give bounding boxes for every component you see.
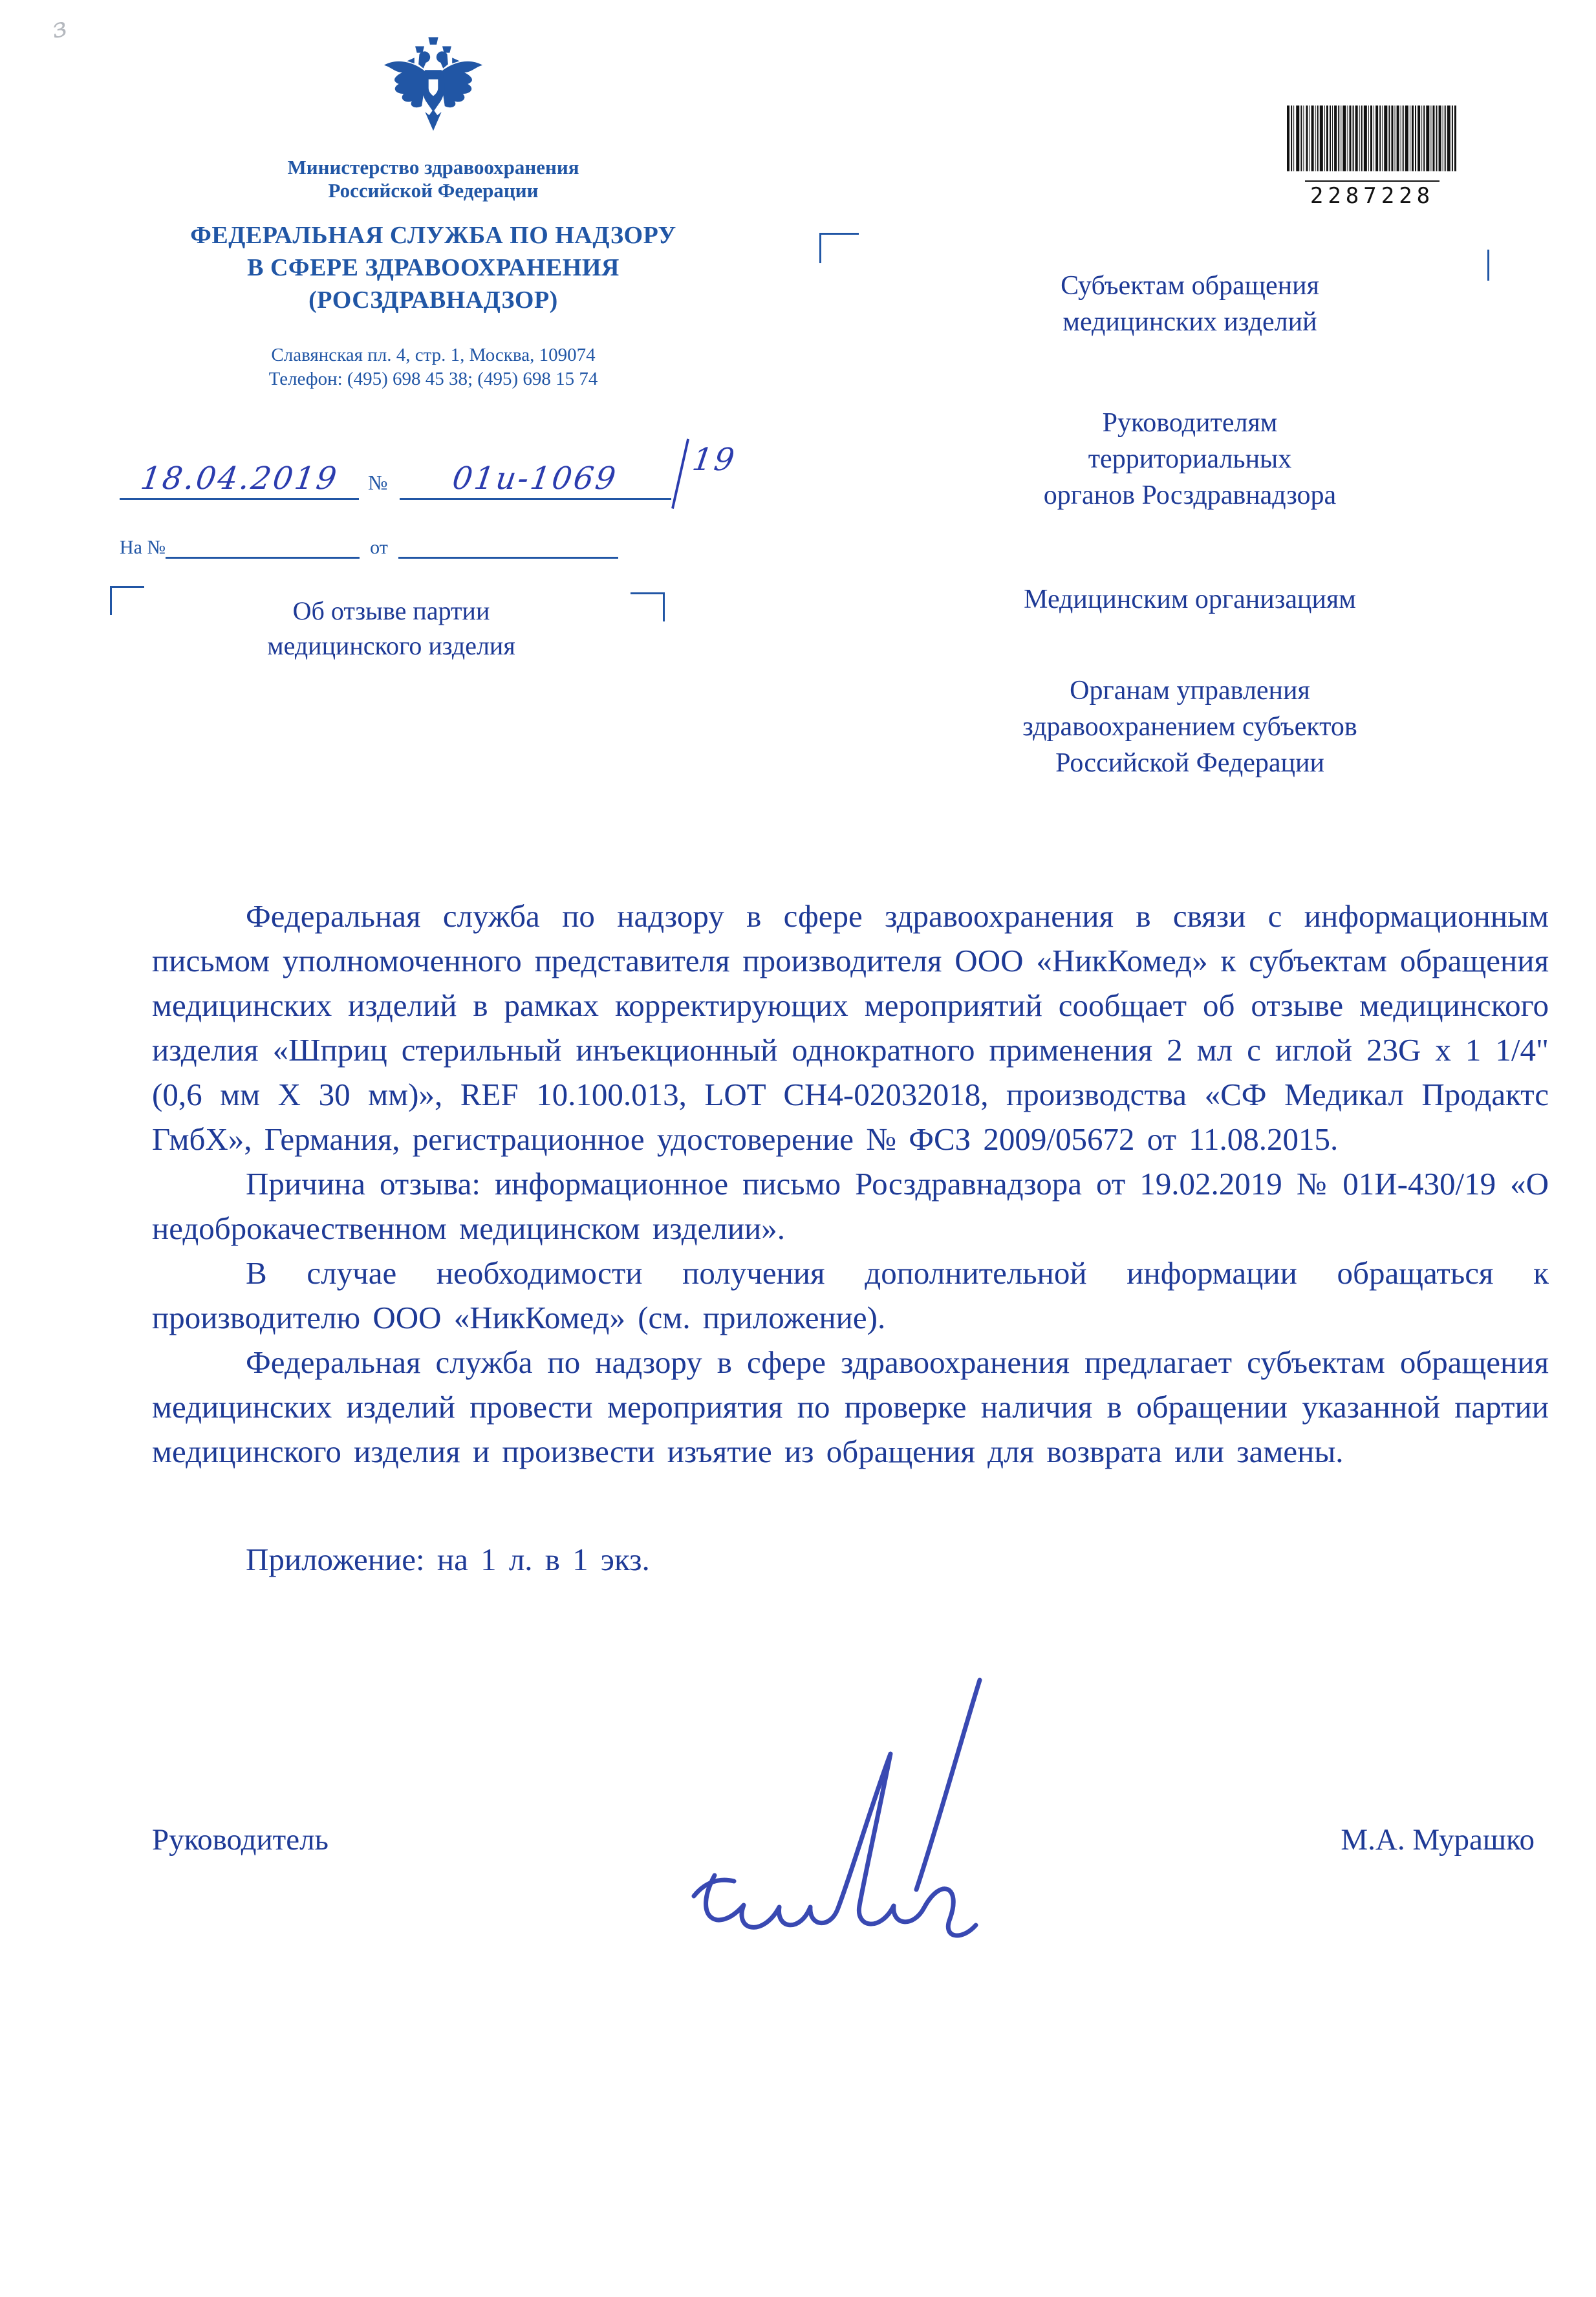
recipient-block xyxy=(905,581,1474,618)
outgoing-date-handwritten: 18.04.2019 xyxy=(138,460,341,497)
signer-title: Руководитель xyxy=(152,1823,329,1857)
outgoing-number-handwritten: 01и-1069 xyxy=(450,460,620,497)
service-line: ФЕДЕРАЛЬНАЯ СЛУЖБА ПО НАДЗОРУ xyxy=(190,222,676,249)
corner-mark-addressee-left xyxy=(819,233,859,263)
recipient-line: территориальных xyxy=(1088,444,1292,474)
body-paragraph: В случае необходимости получения дополнительной информации обращаться к производителю ООО «НикКомед» (см. приложение). xyxy=(152,1255,1549,1335)
recipient-line: здравоохранением субъектов xyxy=(1022,712,1357,742)
pencil-mark: з xyxy=(49,10,70,45)
subject-line: медицинского изделия xyxy=(267,631,515,660)
body-paragraph: Федеральная служба по надзору в сфере здравоохранения в связи с информационным письмом уполномоченного представителя производителя ООО «НикКомед» к субъектам обращения медицинских изделий в рамках корректирующих мероприятий сообщает об отзыве медицинского изделия «Шприц стерильный инъекционный однократного применения 2 мл с иглой 23G x 1 1/4" (0,6 мм X 30 мм)», REF 10.100.013, LOT CH4-02032018, производства «СФ Медикал Продактс ГмбХ», Германия, регистрационное удостоверение № ФСЗ 2009/05672 от 11.08.2015. xyxy=(152,898,1549,1157)
outgoing-number-year: 19 xyxy=(689,442,739,478)
body-paragraph: Причина отзыва: информационное письмо Росздравнадзора от 19.02.2019 № 01И-430/19 «О недоброкачественном медицинском изделии». xyxy=(152,1166,1549,1246)
recipient-line: Субъектам обращения xyxy=(1061,271,1319,301)
handwritten-slash: / xyxy=(673,418,689,527)
reply-number-field xyxy=(166,557,360,559)
corner-mark-addressee-right xyxy=(1481,250,1489,281)
letterhead xyxy=(97,36,770,391)
recipient-line: органов Росздравнадзора xyxy=(1043,480,1337,510)
corner-mark-subject-left xyxy=(110,586,144,615)
ministry-line: Российской Федерации xyxy=(328,179,539,202)
recipient-line: Медицинским организациям xyxy=(1024,585,1356,614)
outgoing-number-field xyxy=(400,460,671,500)
service-line: В СФЕРЕ ЗДРАВООХРАНЕНИЯ xyxy=(247,254,620,281)
reply-ref-line xyxy=(120,537,805,559)
ministry-name xyxy=(97,156,770,202)
attachment-line: Приложение: на 1 л. в 1 экз. xyxy=(246,1542,650,1577)
reply-from-label: от xyxy=(370,537,388,558)
subject-line: Об отзыве партии xyxy=(292,596,490,625)
reference-block xyxy=(120,418,805,559)
barcode-bars-icon xyxy=(1287,102,1458,175)
body-paragraph: Федеральная служба по надзору в сфере здравоохранения предлагает субъектам обращения медицинских изделий провести мероприятия по проверке наличия в обращении указанной партии медицинского изделия и произвести изъятие из обращения для возврата или замены. xyxy=(152,1344,1549,1469)
outgoing-date-field xyxy=(120,460,359,500)
recipient-block xyxy=(905,268,1474,340)
recipient-line: Руководителям xyxy=(1102,408,1278,438)
letter-body xyxy=(152,894,1549,1582)
handwritten-signature xyxy=(653,1662,1022,1972)
reply-no-label: На № xyxy=(120,537,166,558)
reply-date-field xyxy=(398,557,618,559)
signer-name: М.А. Мурашко xyxy=(1341,1823,1535,1857)
ministry-line: Министерство здравоохранения xyxy=(287,156,579,178)
org-address: Славянская пл. 4, стр. 1, Москва, 109074 xyxy=(271,345,596,365)
outgoing-ref-line xyxy=(120,418,805,527)
number-sign: № xyxy=(368,471,388,494)
coat-of-arms-emblem-icon xyxy=(376,36,491,146)
recipients-list xyxy=(905,268,1474,781)
recipient-block xyxy=(905,673,1474,781)
org-contacts xyxy=(97,343,770,391)
service-line: (РОСЗДРАВНАДЗОР) xyxy=(308,286,558,314)
recipient-line: Органам управления xyxy=(1070,676,1310,706)
corner-mark-subject-right xyxy=(631,592,665,621)
barcode-number: 2287228 xyxy=(1305,180,1440,209)
recipient-line: медицинских изделий xyxy=(1062,307,1317,337)
barcode xyxy=(1286,102,1459,209)
service-name xyxy=(97,219,770,316)
recipient-line: Российской Федерации xyxy=(1055,748,1324,778)
recipient-block xyxy=(905,405,1474,513)
subject xyxy=(165,594,618,663)
org-phone: Телефон: (495) 698 45 38; (495) 698 15 74 xyxy=(268,369,598,389)
